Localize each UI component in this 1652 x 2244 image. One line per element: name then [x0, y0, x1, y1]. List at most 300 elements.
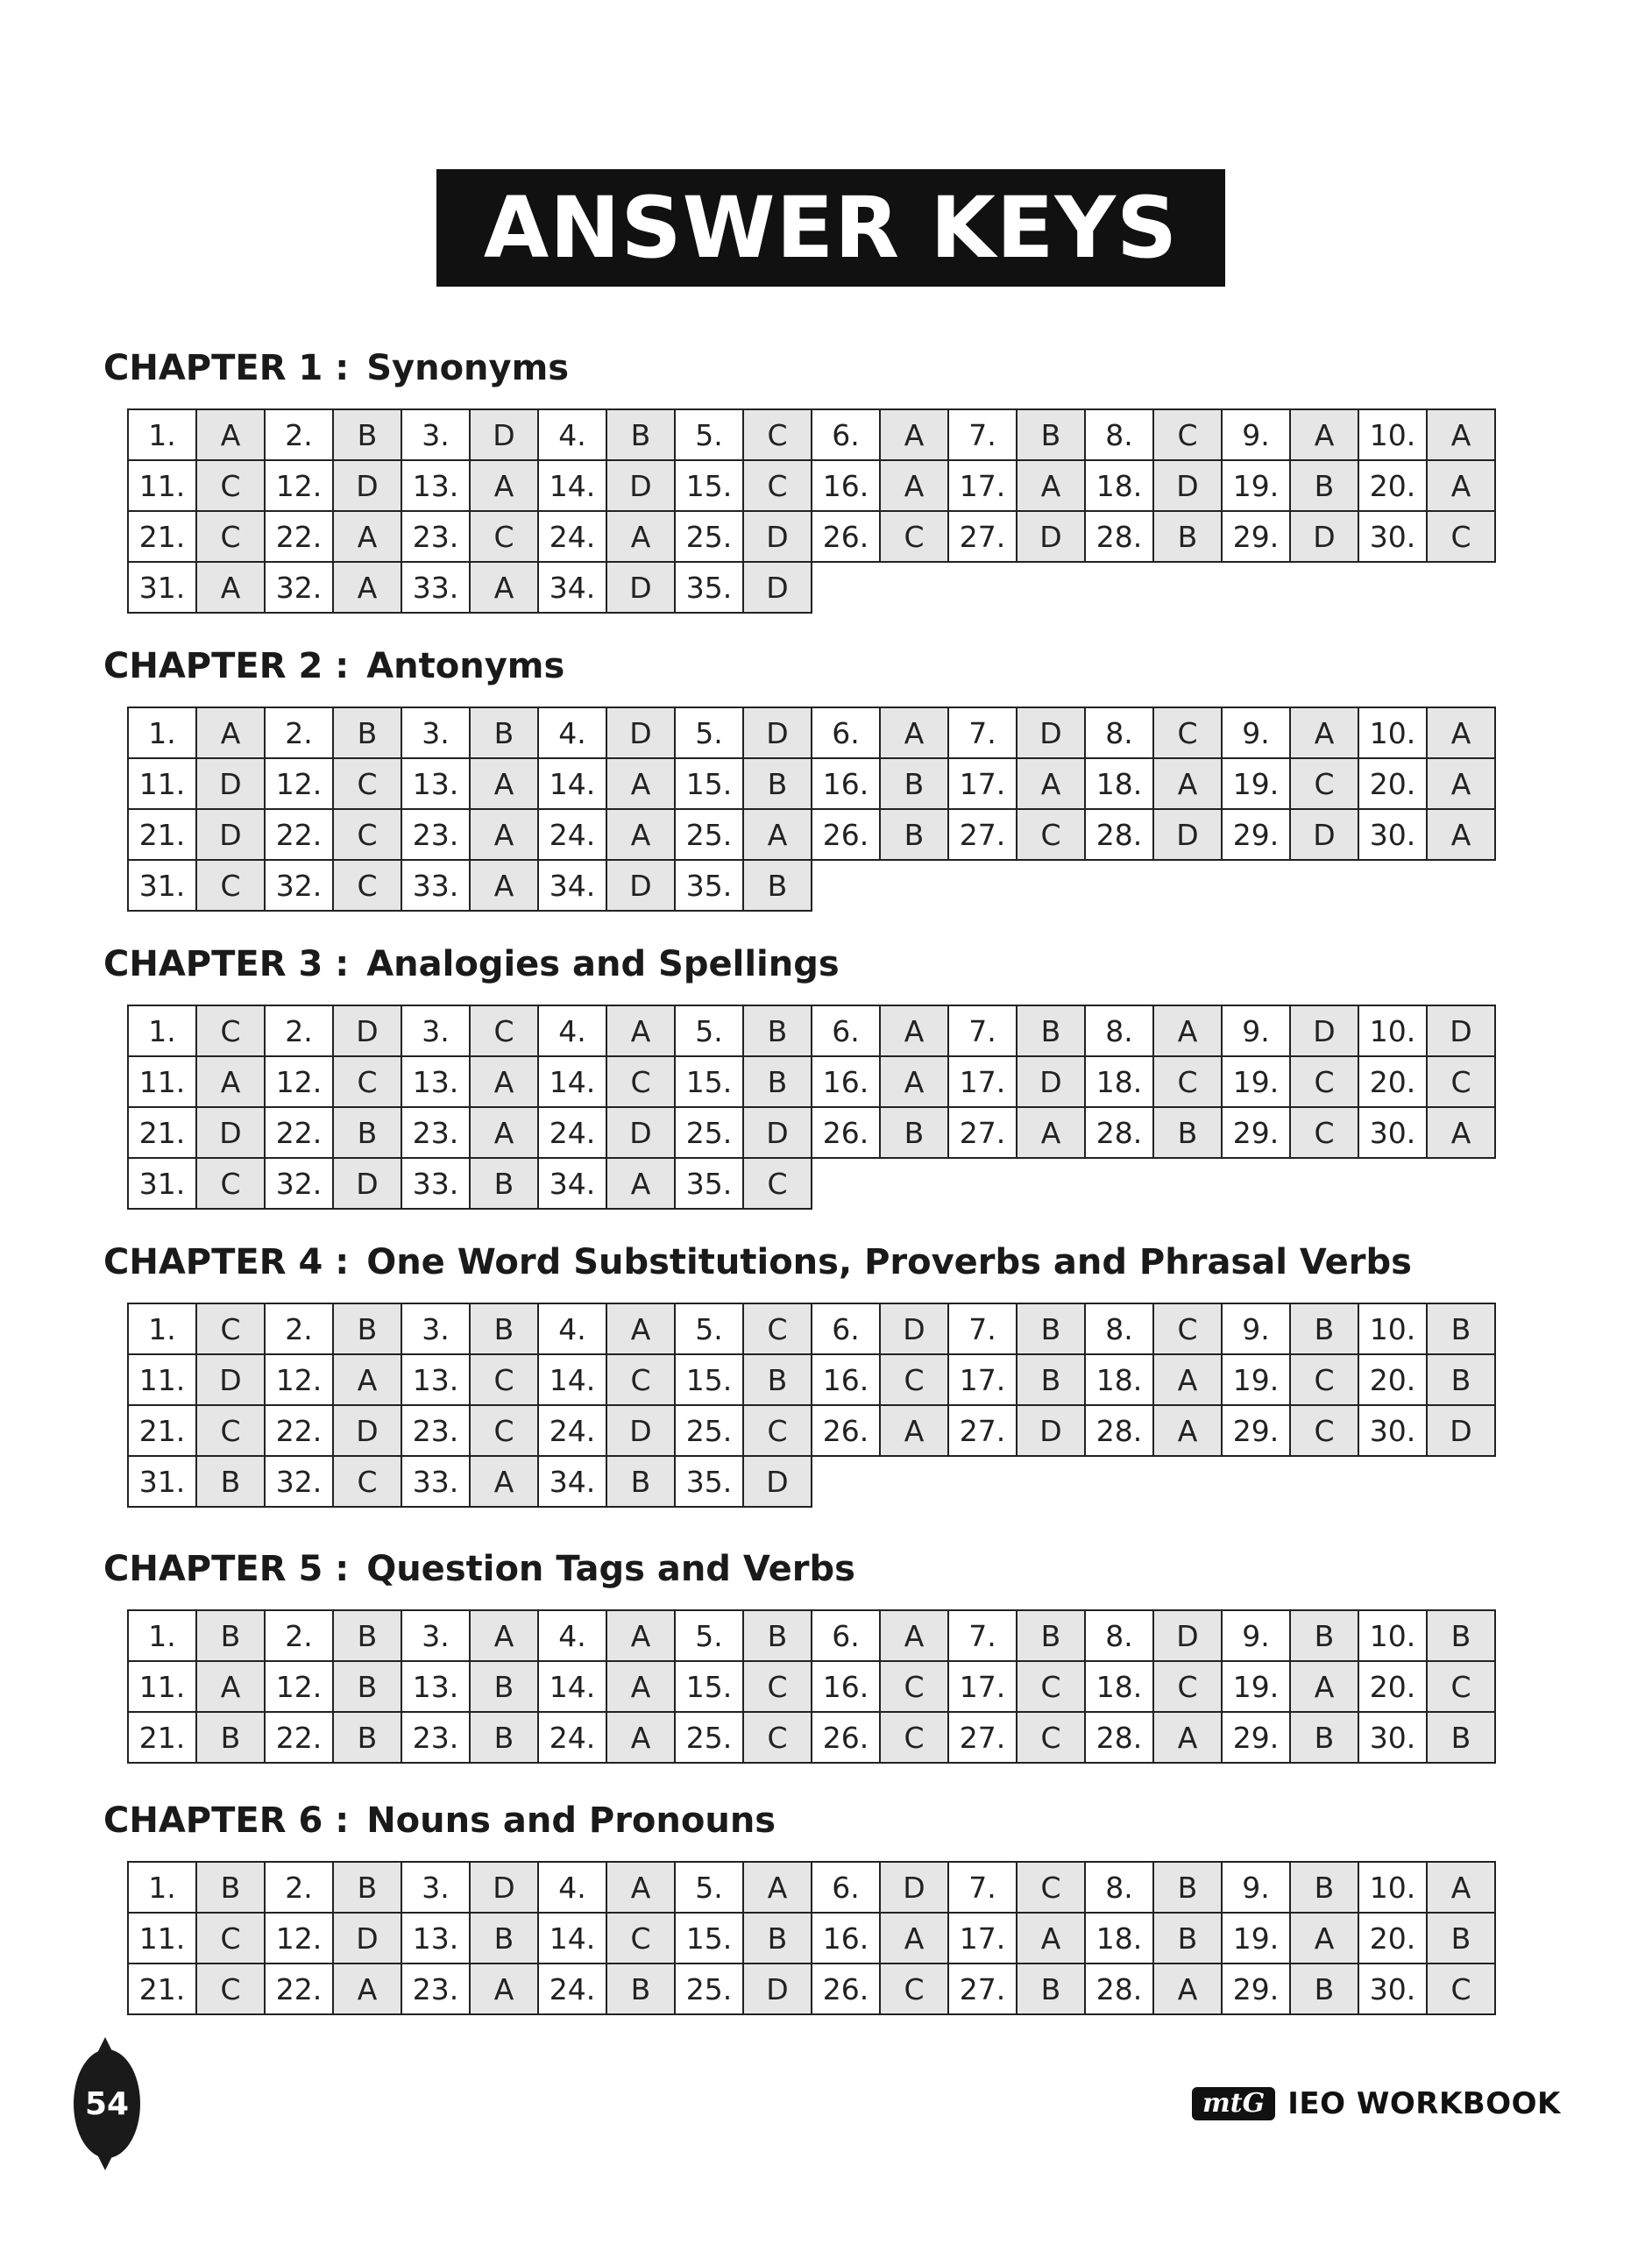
answer-letter: B [1427, 1712, 1495, 1763]
question-number: 19. [1222, 1056, 1290, 1107]
question-number: 24. [538, 1107, 606, 1158]
question-number: 23. [401, 511, 470, 562]
question-number: 31. [128, 860, 196, 911]
answer-letter: D [470, 1862, 538, 1913]
question-number: 2. [265, 1862, 333, 1913]
answer-letter: A [1153, 1354, 1222, 1405]
question-number: 1. [128, 1005, 196, 1056]
question-number: 19. [1222, 1354, 1290, 1405]
question-number: 32. [265, 1158, 333, 1209]
question-number: 12. [265, 1056, 333, 1107]
answer-letter: A [333, 1964, 401, 2014]
question-number: 30. [1358, 1107, 1427, 1158]
answer-letter: A [1427, 758, 1495, 809]
chapter-1-section [103, 342, 1532, 614]
question-number: 4. [538, 1610, 606, 1661]
question-number: 21. [128, 1712, 196, 1763]
question-number: 2. [265, 1303, 333, 1354]
question-number: 14. [538, 1056, 606, 1107]
question-number: 6. [812, 1005, 880, 1056]
answer-letter: B [470, 707, 538, 758]
question-number: 4. [538, 1005, 606, 1056]
question-number: 3. [401, 409, 470, 460]
question-number: 18. [1085, 758, 1153, 809]
answer-letter: B [1290, 1610, 1358, 1661]
answer-letter: A [743, 809, 812, 860]
question-number: 13. [401, 758, 470, 809]
question-number: 29. [1222, 1964, 1290, 2014]
answer-row [128, 1712, 1495, 1763]
answer-letter: C [880, 1964, 948, 2014]
answer-letter: C [1017, 1712, 1085, 1763]
answer-letter: A [470, 758, 538, 809]
answer-letter: D [333, 1005, 401, 1056]
answer-row [128, 1158, 1495, 1209]
question-number: 27. [948, 1405, 1017, 1456]
answer-letter: C [1290, 1405, 1358, 1456]
question-number: 35. [675, 562, 743, 613]
badge-tip-top [96, 2037, 114, 2055]
question-number: 9. [1222, 1862, 1290, 1913]
answer-letter: A [333, 1354, 401, 1405]
answer-letter: A [880, 1005, 948, 1056]
question-number: 16. [812, 1056, 880, 1107]
answer-letter: C [333, 1456, 401, 1507]
answer-letter: B [606, 1456, 675, 1507]
question-number: 3. [401, 1610, 470, 1661]
question-number: 24. [538, 511, 606, 562]
answer-letter: D [743, 562, 812, 613]
question-number: 24. [538, 1712, 606, 1763]
question-number: 12. [265, 460, 333, 511]
answer-letter: B [743, 1913, 812, 1964]
question-number: 28. [1085, 809, 1153, 860]
question-number: 1. [128, 1303, 196, 1354]
answer-letter: B [1290, 1862, 1358, 1913]
answer-letter: B [606, 409, 675, 460]
answer-letter: D [333, 460, 401, 511]
question-number: 14. [538, 1661, 606, 1712]
chapter-heading [103, 342, 1532, 394]
answer-letter: C [333, 809, 401, 860]
answer-letter: B [470, 1913, 538, 1964]
question-number: 30. [1358, 1405, 1427, 1456]
question-number: 8. [1085, 707, 1153, 758]
answer-table [127, 1861, 1496, 2015]
answer-letter: D [196, 809, 265, 860]
question-number: 1. [128, 409, 196, 460]
answer-letter: C [1153, 1056, 1222, 1107]
answer-letter: B [196, 1610, 265, 1661]
answer-letter: A [1290, 1661, 1358, 1712]
answer-letter: C [1290, 1354, 1358, 1405]
question-number: 31. [128, 562, 196, 613]
question-number: 25. [675, 1712, 743, 1763]
question-number: 14. [538, 1913, 606, 1964]
answer-row [128, 1005, 1495, 1056]
answer-letter: C [606, 1056, 675, 1107]
chapter-label: CHAPTER 1 : [103, 348, 350, 388]
question-number: 10. [1358, 1610, 1427, 1661]
question-number: 13. [401, 460, 470, 511]
answer-row [128, 1913, 1495, 1964]
question-number: 10. [1358, 707, 1427, 758]
answer-letter: A [1017, 758, 1085, 809]
answer-letter: B [1290, 1712, 1358, 1763]
answer-letter: D [333, 1913, 401, 1964]
question-number: 30. [1358, 511, 1427, 562]
answer-letter: C [1153, 409, 1222, 460]
question-number: 18. [1085, 1913, 1153, 1964]
question-number: 25. [675, 809, 743, 860]
answer-letter: B [470, 1303, 538, 1354]
question-number: 20. [1358, 758, 1427, 809]
question-number: 8. [1085, 1303, 1153, 1354]
question-number: 21. [128, 511, 196, 562]
question-number: 2. [265, 409, 333, 460]
question-number: 17. [948, 1913, 1017, 1964]
question-number: 11. [128, 1354, 196, 1405]
answer-letter: B [196, 1862, 265, 1913]
answer-letter: A [606, 1303, 675, 1354]
answer-letter: B [333, 1303, 401, 1354]
chapter-heading [103, 1794, 1532, 1847]
answer-letter: A [333, 511, 401, 562]
answer-letter: B [1017, 409, 1085, 460]
answer-letter: A [606, 1158, 675, 1209]
chapter-label: CHAPTER 5 : [103, 1549, 350, 1589]
question-number: 35. [675, 860, 743, 911]
answer-table [127, 1609, 1496, 1764]
question-number: 8. [1085, 409, 1153, 460]
question-number: 8. [1085, 1862, 1153, 1913]
question-number: 25. [675, 1405, 743, 1456]
question-number: 35. [675, 1456, 743, 1507]
answer-letter: B [333, 707, 401, 758]
question-number: 6. [812, 1303, 880, 1354]
answer-letter: A [606, 511, 675, 562]
answer-row [128, 758, 1495, 809]
answer-letter: C [606, 1354, 675, 1405]
answer-letter: A [880, 1913, 948, 1964]
question-number: 22. [265, 809, 333, 860]
question-number: 7. [948, 707, 1017, 758]
question-number: 5. [675, 1303, 743, 1354]
question-number: 4. [538, 707, 606, 758]
answer-letter: C [196, 1303, 265, 1354]
answer-letter: B [743, 758, 812, 809]
question-number: 25. [675, 511, 743, 562]
question-number: 19. [1222, 758, 1290, 809]
question-number: 17. [948, 1661, 1017, 1712]
question-number: 12. [265, 1913, 333, 1964]
answer-letter: C [470, 1405, 538, 1456]
answer-letter: C [196, 1964, 265, 2014]
footer-brand [1192, 2084, 1561, 2123]
answer-letter: A [606, 1712, 675, 1763]
answer-row [128, 1303, 1495, 1354]
answer-letter: A [470, 1610, 538, 1661]
answer-letter: C [196, 1005, 265, 1056]
question-number: 8. [1085, 1005, 1153, 1056]
answer-letter: C [880, 1354, 948, 1405]
question-number: 27. [948, 511, 1017, 562]
question-number: 10. [1358, 1005, 1427, 1056]
answer-letter: D [1017, 1056, 1085, 1107]
page-number: 54 [84, 2085, 130, 2122]
question-number: 11. [128, 1913, 196, 1964]
question-number: 2. [265, 1005, 333, 1056]
question-number: 15. [675, 1661, 743, 1712]
question-number: 30. [1358, 809, 1427, 860]
question-number: 27. [948, 1964, 1017, 2014]
answer-letter: D [743, 511, 812, 562]
answer-table [127, 707, 1496, 912]
question-number: 23. [401, 809, 470, 860]
answer-letter: B [880, 1107, 948, 1158]
question-number: 10. [1358, 1862, 1427, 1913]
question-number: 3. [401, 1005, 470, 1056]
question-number: 22. [265, 1107, 333, 1158]
question-number: 29. [1222, 1405, 1290, 1456]
answer-letter: B [470, 1158, 538, 1209]
question-number: 32. [265, 1456, 333, 1507]
answer-letter: B [1017, 1354, 1085, 1405]
answer-letter: B [1153, 1862, 1222, 1913]
answer-letter: A [1427, 460, 1495, 511]
question-number: 23. [401, 1964, 470, 2014]
question-number: 32. [265, 562, 333, 613]
answer-letter: B [333, 1661, 401, 1712]
question-number: 5. [675, 1005, 743, 1056]
answer-letter: B [743, 1610, 812, 1661]
question-number: 7. [948, 1610, 1017, 1661]
answer-letter: B [333, 1862, 401, 1913]
answer-letter: D [606, 1405, 675, 1456]
question-number: 28. [1085, 511, 1153, 562]
question-number: 28. [1085, 1107, 1153, 1158]
answer-letter: C [470, 1354, 538, 1405]
question-number: 28. [1085, 1964, 1153, 2014]
question-number: 21. [128, 809, 196, 860]
question-number: 20. [1358, 1056, 1427, 1107]
answer-letter: C [470, 1005, 538, 1056]
answer-letter: C [743, 1303, 812, 1354]
answer-letter: A [470, 1056, 538, 1107]
answer-letter: D [743, 1107, 812, 1158]
question-number: 16. [812, 1354, 880, 1405]
question-number: 14. [538, 460, 606, 511]
answer-letter: A [880, 1405, 948, 1456]
badge-tip-bottom [96, 2153, 114, 2170]
question-number: 26. [812, 1964, 880, 2014]
answer-letter: B [196, 1712, 265, 1763]
answer-letter: A [196, 1661, 265, 1712]
answer-row [128, 1661, 1495, 1712]
question-number: 22. [265, 1712, 333, 1763]
chapter-name: Question Tags and Verbs [366, 1549, 855, 1589]
question-number: 22. [265, 1964, 333, 2014]
answer-row [128, 1056, 1495, 1107]
answer-letter: D [1153, 460, 1222, 511]
answer-letter: D [606, 460, 675, 511]
question-number: 7. [948, 1005, 1017, 1056]
answer-letter: A [1290, 409, 1358, 460]
answer-letter: A [470, 1107, 538, 1158]
answer-letter: A [470, 860, 538, 911]
answer-letter: B [1017, 1303, 1085, 1354]
question-number: 7. [948, 409, 1017, 460]
question-number: 19. [1222, 460, 1290, 511]
question-number: 16. [812, 1913, 880, 1964]
question-number: 16. [812, 758, 880, 809]
answer-letter: A [606, 758, 675, 809]
answer-letter: A [1153, 1405, 1222, 1456]
answer-letter: A [1427, 707, 1495, 758]
question-number: 13. [401, 1354, 470, 1405]
answer-letter: A [606, 1005, 675, 1056]
answer-letter: C [1427, 1661, 1495, 1712]
answer-letter: C [1290, 1056, 1358, 1107]
question-number: 24. [538, 1405, 606, 1456]
answer-letter: B [743, 860, 812, 911]
answer-letter: A [196, 562, 265, 613]
answer-letter: A [1153, 1964, 1222, 2014]
answer-letter: B [470, 1712, 538, 1763]
answer-letter: D [743, 1456, 812, 1507]
question-number: 18. [1085, 1661, 1153, 1712]
answer-row [128, 511, 1495, 562]
answer-table [127, 1303, 1496, 1508]
answer-letter: A [606, 1862, 675, 1913]
question-number: 34. [538, 1158, 606, 1209]
answer-letter: A [1153, 1712, 1222, 1763]
chapter-name: Antonyms [366, 646, 565, 686]
answer-row [128, 860, 1495, 911]
question-number: 16. [812, 460, 880, 511]
answer-letter: C [743, 1712, 812, 1763]
question-number: 15. [675, 1913, 743, 1964]
answer-letter: D [743, 707, 812, 758]
question-number: 1. [128, 707, 196, 758]
question-number: 26. [812, 1107, 880, 1158]
chapter-heading [103, 1543, 1532, 1595]
question-number: 21. [128, 1405, 196, 1456]
answer-row [128, 460, 1495, 511]
question-number: 29. [1222, 1712, 1290, 1763]
question-number: 18. [1085, 1354, 1153, 1405]
answer-letter: A [333, 562, 401, 613]
question-number: 14. [538, 1354, 606, 1405]
chapter-label: CHAPTER 6 : [103, 1800, 350, 1841]
chapter-name: One Word Substitutions, Proverbs and Phrasal Verbs [366, 1242, 1412, 1282]
answer-letter: D [606, 1107, 675, 1158]
answer-letter: D [1153, 1610, 1222, 1661]
answer-letter: A [470, 460, 538, 511]
question-number: 15. [675, 1354, 743, 1405]
page-number-badge [74, 2049, 140, 2158]
question-number: 12. [265, 1354, 333, 1405]
answer-table [127, 1005, 1496, 1210]
question-number: 11. [128, 758, 196, 809]
answer-letter: B [1427, 1913, 1495, 1964]
answer-letter: C [1290, 1107, 1358, 1158]
answer-letter: D [333, 1158, 401, 1209]
answer-letter: A [1153, 1005, 1222, 1056]
answer-letter: A [470, 1964, 538, 2014]
answer-letter: A [1427, 1862, 1495, 1913]
answer-letter: D [1427, 1405, 1495, 1456]
answer-row [128, 1610, 1495, 1661]
answer-letter: C [1017, 1661, 1085, 1712]
question-number: 6. [812, 1610, 880, 1661]
chapter-6-section [103, 1794, 1532, 2015]
answer-letter: C [1017, 1862, 1085, 1913]
question-number: 6. [812, 707, 880, 758]
answer-letter: B [1427, 1354, 1495, 1405]
question-number: 16. [812, 1661, 880, 1712]
question-number: 11. [128, 460, 196, 511]
answer-letter: C [196, 460, 265, 511]
question-number: 9. [1222, 409, 1290, 460]
answer-letter: D [196, 1107, 265, 1158]
question-number: 21. [128, 1107, 196, 1158]
answer-letter: A [880, 460, 948, 511]
question-number: 3. [401, 1862, 470, 1913]
question-number: 5. [675, 707, 743, 758]
answer-letter: D [743, 1964, 812, 2014]
question-number: 34. [538, 562, 606, 613]
answer-letter: C [743, 1661, 812, 1712]
answer-letter: A [1017, 1913, 1085, 1964]
question-number: 24. [538, 1964, 606, 2014]
answer-letter: C [880, 511, 948, 562]
question-number: 20. [1358, 1661, 1427, 1712]
question-number: 30. [1358, 1964, 1427, 2014]
answer-letter: B [1153, 1913, 1222, 1964]
question-number: 17. [948, 758, 1017, 809]
answer-letter: C [333, 758, 401, 809]
question-number: 28. [1085, 1405, 1153, 1456]
question-number: 22. [265, 1405, 333, 1456]
question-number: 3. [401, 1303, 470, 1354]
answer-letter: D [1290, 1005, 1358, 1056]
workbook-title: IEO WORKBOOK [1287, 2086, 1561, 2121]
chapter-label: CHAPTER 3 : [103, 944, 350, 984]
answer-letter: D [1153, 809, 1222, 860]
answer-letter: B [1153, 511, 1222, 562]
question-number: 33. [401, 562, 470, 613]
question-number: 5. [675, 1610, 743, 1661]
answer-letter: A [470, 809, 538, 860]
answer-letter: B [1427, 1303, 1495, 1354]
question-number: 23. [401, 1107, 470, 1158]
answer-letter: D [1290, 511, 1358, 562]
question-number: 29. [1222, 511, 1290, 562]
question-number: 27. [948, 809, 1017, 860]
question-number: 5. [675, 409, 743, 460]
answer-letter: A [606, 1610, 675, 1661]
answer-letter: D [606, 860, 675, 911]
question-number: 25. [675, 1107, 743, 1158]
answer-row [128, 562, 1495, 613]
answer-letter: D [1017, 707, 1085, 758]
answer-letter: D [196, 758, 265, 809]
question-number: 7. [948, 1303, 1017, 1354]
question-number: 24. [538, 809, 606, 860]
question-number: 2. [265, 1610, 333, 1661]
answer-letter: C [880, 1712, 948, 1763]
